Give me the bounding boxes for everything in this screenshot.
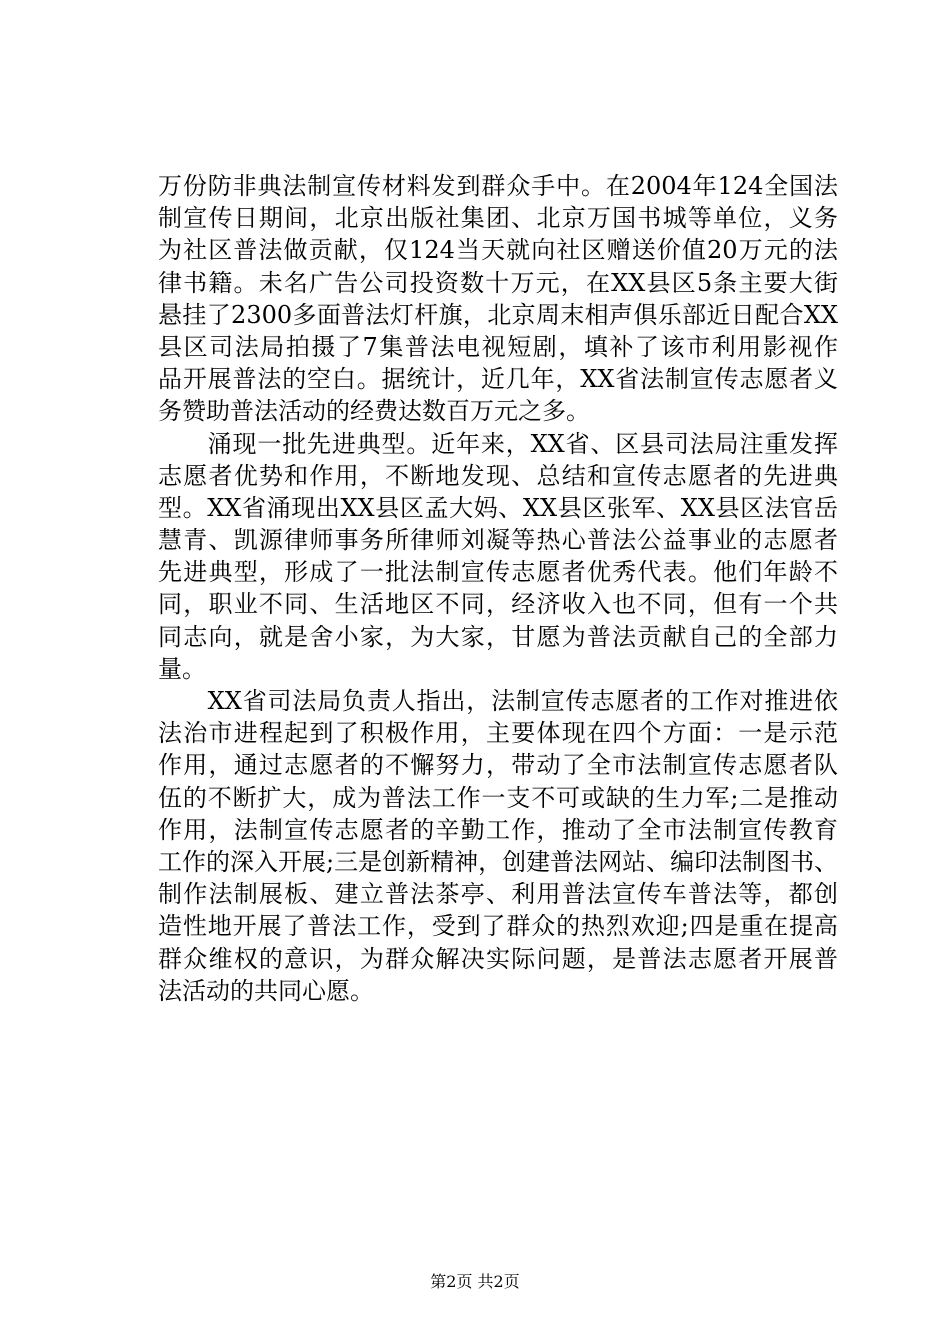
text-line: 制作法制展板、建立普法茶亭、利用普法宣传车普法等，都创: [158, 880, 838, 909]
paragraph-2: [158, 428, 838, 686]
page-footer: [0, 1272, 950, 1292]
text-line: 作用，法制宣传志愿者的辛勤工作，推动了全市法制宣传教育: [158, 815, 838, 844]
text-line: 县区司法局拍摄了7集普法电视短剧，填补了该市利用影视作: [158, 332, 838, 361]
text-line: 悬挂了2300多面普法灯杆旗，北京周末相声俱乐部近日配合XX: [158, 300, 838, 329]
page-number: 第2页 共2页: [430, 1272, 520, 1291]
text-line: 群众维权的意识，为群众解决实际问题，是普法志愿者开展普: [158, 944, 838, 973]
text-line: 涌现一批先进典型。近年来，XX省、区县司法局注重发挥: [158, 429, 838, 458]
paragraph-1: [158, 170, 838, 428]
text-line: 量。: [158, 654, 206, 683]
text-line: 同，职业不同、生活地区不同，经济收入也不同，但有一个共: [158, 590, 838, 619]
text-line: 先进典型，形成了一批法制宣传志愿者优秀代表。他们年龄不: [158, 558, 838, 587]
text-line: 律书籍。未名广告公司投资数十万元，在XX县区5条主要大街: [158, 268, 838, 297]
text-line: 法活动的共同心愿。: [158, 976, 374, 1005]
body-text: [158, 170, 838, 1007]
text-line: 造性地开展了普法工作，受到了群众的热烈欢迎;四是重在提高: [158, 912, 838, 941]
text-line: 同志向，就是舍小家，为大家，甘愿为普法贡献自己的全部力: [158, 622, 838, 651]
text-line: XX省司法局负责人指出，法制宣传志愿者的工作对推进依: [158, 687, 838, 715]
paragraph-3: [158, 685, 838, 1007]
text-line: 万份防非典法制宣传材料发到群众手中。在2004年124全国法: [158, 172, 838, 200]
text-line: 作用，通过志愿者的不懈努力，带动了全市法制宣传志愿者队: [158, 751, 838, 780]
text-line: 制宣传日期间，北京出版社集团、北京万国书城等单位，义务: [158, 204, 838, 233]
text-line: 务赞助普法活动的经费达数百万元之多。: [158, 397, 590, 426]
text-line: 慧青、凯源律师事务所律师刘凝等热心普法公益事业的志愿者: [158, 526, 838, 555]
text-line: 志愿者优势和作用，不断地发现、总结和宣传志愿者的先进典: [158, 461, 838, 490]
text-line: 型。XX省涌现出XX县区孟大妈、XX县区张军、XX县区法官岳: [158, 493, 838, 522]
text-line: 法治市进程起到了积极作用，主要体现在四个方面：一是示范: [158, 719, 838, 748]
text-line: 品开展普法的空白。据统计，近几年，XX省法制宣传志愿者义: [158, 365, 838, 394]
text-line: 伍的不断扩大，成为普法工作一支不可或缺的生力军;二是推动: [158, 783, 838, 812]
text-line: 工作的深入开展;三是创新精神，创建普法网站、编印法制图书、: [158, 847, 839, 876]
text-line: 为社区普法做贡献，仅124当天就向社区赠送价值20万元的法: [158, 236, 838, 265]
